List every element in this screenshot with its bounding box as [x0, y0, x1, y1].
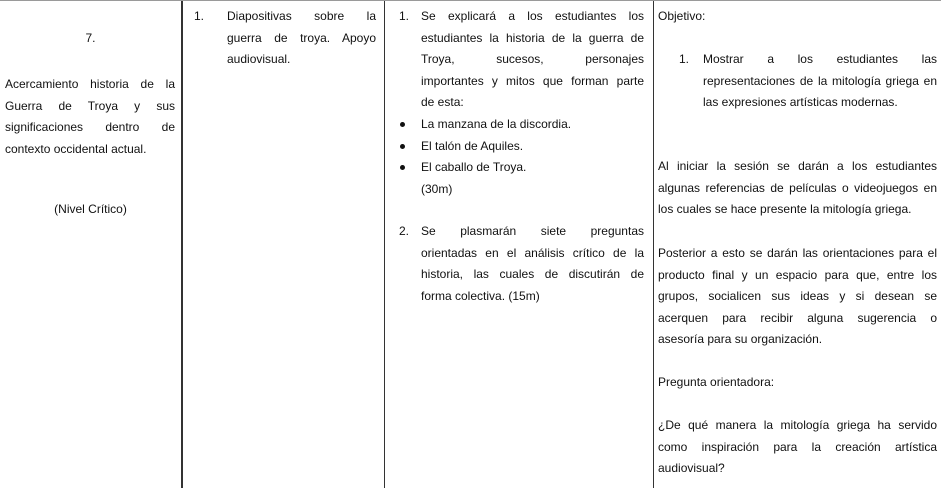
- resource-item: [194, 6, 376, 71]
- objective-label: Objetivo:: [658, 9, 706, 23]
- activity-item-1: [399, 6, 644, 114]
- resource-item-number: 1.: [194, 9, 205, 23]
- activity-line: estudiantes la historia de la guerra de: [421, 30, 644, 45]
- objective-item: [679, 49, 937, 114]
- bullet-icon: [400, 144, 405, 149]
- description-cell: [653, 1, 941, 488]
- objective-line: representaciones de la mitología griega en: [703, 73, 937, 88]
- activity-bullet-text: El talón de Aquiles.: [421, 138, 524, 153]
- bullet-icon: [400, 122, 405, 127]
- bullet-icon: [400, 165, 405, 170]
- after-line: grupos, socialicen sus ideas y si desean se: [658, 289, 937, 303]
- activity-item-2: [399, 221, 644, 307]
- session-number: 7.: [85, 31, 96, 45]
- objective-item-number: 1.: [679, 52, 690, 66]
- activity-line: Troya, sucesos, personajes: [421, 52, 644, 66]
- resource-item-line: Diapositivas sobre la: [227, 9, 376, 23]
- activity-item-number: 1.: [399, 9, 410, 23]
- activity-bullet-text: El caballo de Troya.: [421, 160, 527, 174]
- objective-line: Mostrar a los estudiantes las: [703, 52, 937, 66]
- after-line: producto final y un espacio para que, entre los: [658, 267, 937, 282]
- activity-item-number: 2.: [399, 224, 410, 238]
- resources-cell: [181, 1, 384, 488]
- objective-line: las expresiones artísticas modernas.: [703, 95, 898, 109]
- session-title-line: significaciones dentro de: [5, 120, 175, 134]
- after-line: asesoría para su organización.: [658, 332, 823, 346]
- intro-line: los cuales se hace presente la mitología griega.: [658, 202, 912, 216]
- activity-line: forma colectiva. (15m): [421, 288, 540, 303]
- question-line: audiovisual?: [658, 461, 725, 475]
- activity-bullet: [421, 114, 644, 136]
- after-paragraph: [658, 243, 937, 351]
- activity-line: orientadas en el análisis crítico de la: [421, 245, 644, 260]
- session-title-line: contexto occidental actual.: [5, 141, 147, 156]
- session-title: [5, 74, 175, 160]
- activity-bullet-text: La manzana de la discordia.: [421, 117, 572, 131]
- activity-bullet: [421, 157, 644, 179]
- activity-line: de esta:: [421, 95, 464, 109]
- resource-item-line: audiovisual.: [227, 52, 291, 66]
- after-line: Posterior a esto se darán las orientaciones para el: [658, 246, 937, 260]
- session-cell: [0, 1, 181, 488]
- question-line: ¿De qué manera la mitología griega ha servido: [658, 418, 937, 432]
- activity-line: historia, las cuales de discutirán de: [421, 267, 644, 281]
- intro-paragraph: [658, 156, 937, 221]
- activities-cell: [384, 1, 653, 488]
- question-line: como inspiración para la creación artística: [658, 439, 937, 454]
- session-title-line: Acercamiento historia de la: [5, 77, 175, 91]
- intro-line: Al iniciar la sesión se darán a los estudiantes: [658, 159, 937, 173]
- guiding-question: [658, 415, 937, 480]
- activity-duration: (30m): [421, 181, 453, 196]
- after-line: acerquen para recibir alguna sugerencia o: [658, 310, 937, 325]
- session-title-line: Guerra de Troya y sus: [5, 98, 175, 113]
- intro-line: algunas referencias de películas o videojuegos en: [658, 180, 937, 195]
- session-level: (Nivel Crítico): [54, 202, 127, 216]
- activity-line: Se explicará a los estudiantes los: [421, 9, 644, 23]
- activity-line: importantes y mitos que forman parte: [421, 73, 644, 88]
- activity-line: Se plasmarán siete preguntas: [421, 224, 644, 238]
- activity-bullet-list: [399, 114, 644, 200]
- resource-item-line: guerra de troya. Apoyo: [227, 30, 376, 45]
- question-label: Pregunta orientadora:: [658, 375, 775, 389]
- activity-bullet: [421, 136, 644, 158]
